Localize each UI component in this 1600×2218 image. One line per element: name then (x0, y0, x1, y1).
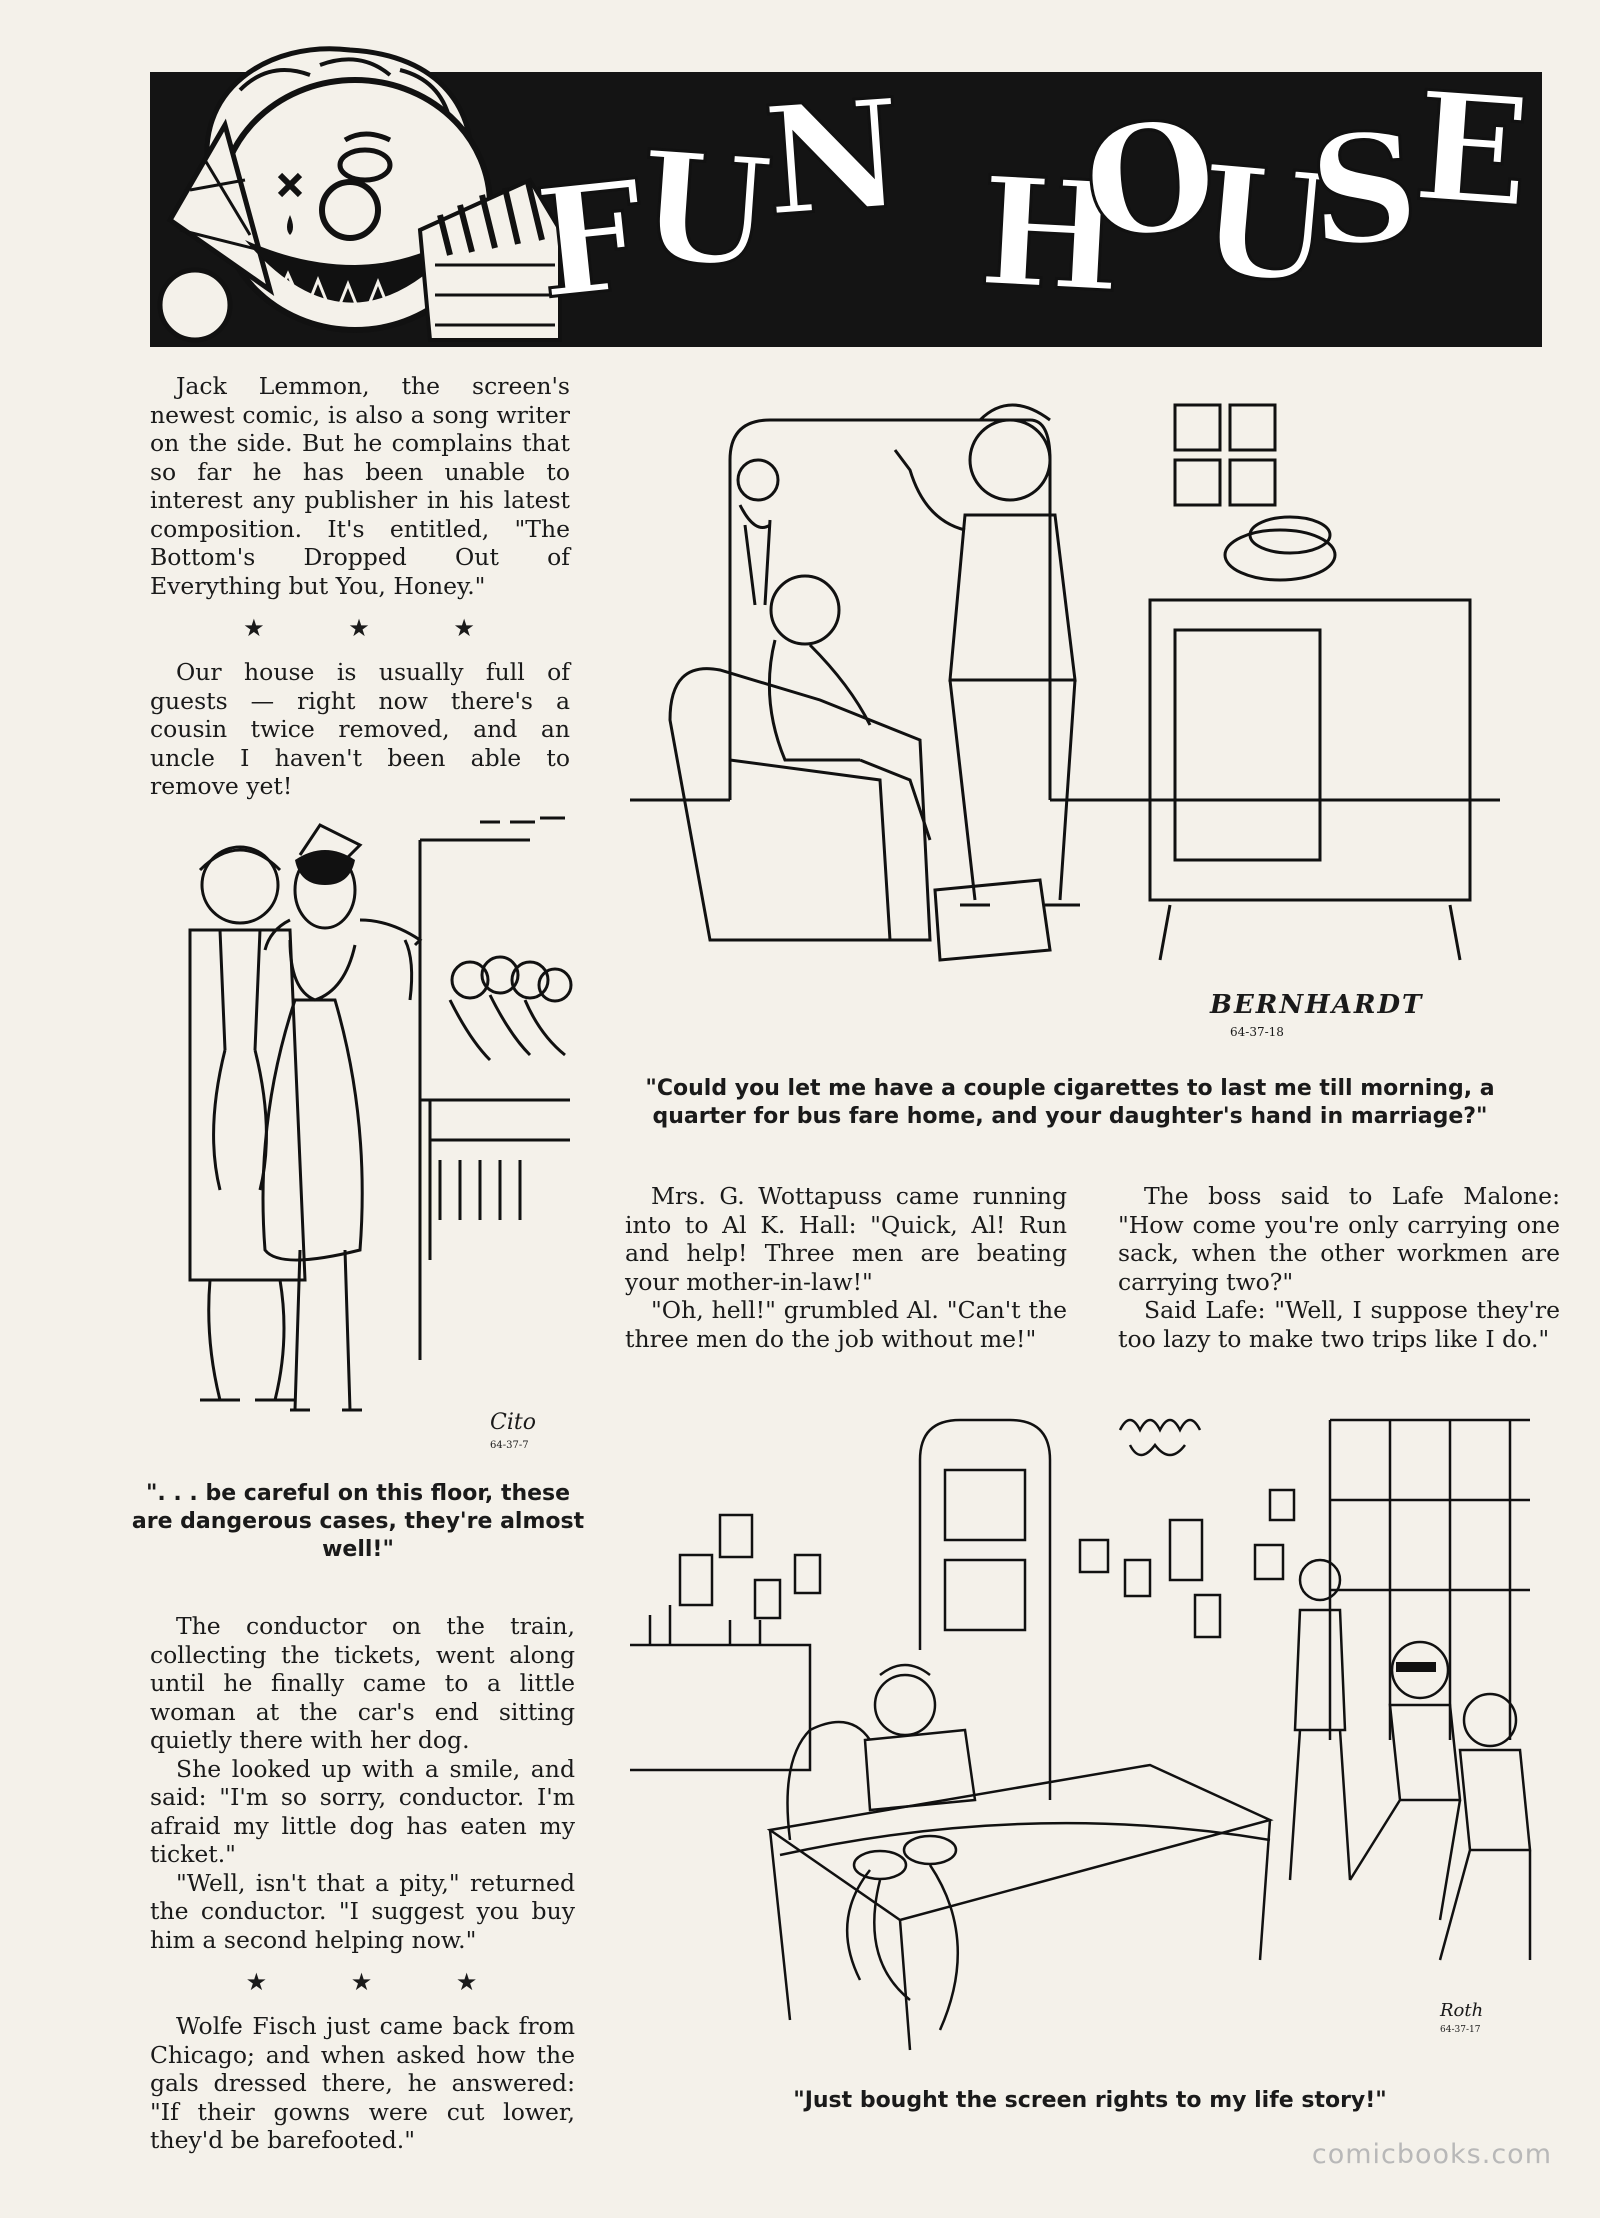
title-letter: U (634, 117, 777, 303)
house-guests-item: Our house is usually full of guests — right now there's a cousin twice removed, and an uncle I haven't been able to remove yet! (150, 658, 570, 800)
nurse-cartoon-code: 64-37-7 (490, 1440, 529, 1451)
section-divider-stars: ★ ★ ★ (243, 614, 513, 642)
title-letter: O (1077, 86, 1224, 274)
nurse-signature: Cito (490, 1410, 536, 1435)
mid-right-column (1118, 1182, 1560, 1353)
title-letter: E (1409, 58, 1536, 242)
conductor-paragraph: The conductor on the train, collecting the tickets, went along until he finally came to a little woman at the car's end sitting quietly there with her dog. (150, 1612, 575, 1754)
left-column-top (150, 372, 570, 801)
boss-paragraph: Said Lafe: "Well, I suppose they're too lazy to make two trips like I do." (1118, 1296, 1560, 1353)
page-title (520, 58, 1540, 345)
boss-paragraph: The boss said to Lafe Malone: "How come you're only carrying one sack, when the other workmen are carrying two?" (1118, 1182, 1560, 1296)
title-letter: S (1305, 99, 1423, 281)
wottapuss-paragraph: "Oh, hell!" grumbled Al. "Can't the three men do the job without me!" (625, 1296, 1067, 1353)
wottapuss-paragraph: Mrs. G. Wottapuss came running into to Al K. Hall: "Quick, Al! Run and help! Three men are beating your mother-in-law!" (625, 1182, 1067, 1296)
nurse-caption: ". . . be careful on this floor, these are dangerous cases, they're almost well!" (131, 1481, 585, 1562)
proposal-cartoon (630, 360, 1530, 1060)
clown-face-illustration (150, 30, 580, 360)
title-letter: U (1192, 131, 1339, 319)
nurse-cartoon (130, 800, 580, 1460)
screen-rights-caption: "Just bought the screen rights to my life story!" (793, 2088, 1387, 2113)
wolfe-fisch-item: Wolfe Fisch just came back from Chicago; and when asked how the gals dressed there, he answered: "If their gowns were cut lower, they'd be barefooted." (150, 2012, 575, 2154)
proposal-caption: "Could you let me have a couple cigarettes to last me till morning, a quarter for bus fare home, and your daughter's hand in marriage?" (645, 1076, 1495, 1129)
title-letter: F (529, 146, 654, 334)
conductor-paragraph: She looked up with a smile, and said: "I'm so sorry, conductor. I'm afraid my little dog has eaten my ticket." (150, 1754, 575, 1868)
proposal-signature: BERNHARDT (1210, 990, 1424, 1020)
jack-lemmon-item: Jack Lemmon, the screen's newest comic, is also a song writer on the side. But he complains that so far he has been unable to interest any publisher in his latest composition. It's entitled, "The Bottom's Dropped Out of Everything but You, Honey." (150, 372, 570, 600)
conductor-paragraph: "Well, isn't that a pity," returned the conductor. "I suggest you buy him a second helping now." (150, 1868, 575, 1954)
site-watermark: comicbooks.com (1311, 2139, 1552, 2170)
title-letter: N (759, 65, 909, 251)
screen-rights-cartoon (630, 1400, 1540, 2060)
left-column-bottom (150, 1612, 575, 2155)
proposal-cartoon-code: 64-37-18 (1230, 1025, 1284, 1039)
screen-rights-signature: Roth (1440, 2000, 1484, 2021)
screen-rights-cartoon-code: 64-37-17 (1440, 2025, 1481, 2035)
title-letter: H (975, 143, 1127, 327)
section-divider-stars: ★ ★ ★ (245, 1968, 516, 1996)
mid-left-column (625, 1182, 1067, 1353)
